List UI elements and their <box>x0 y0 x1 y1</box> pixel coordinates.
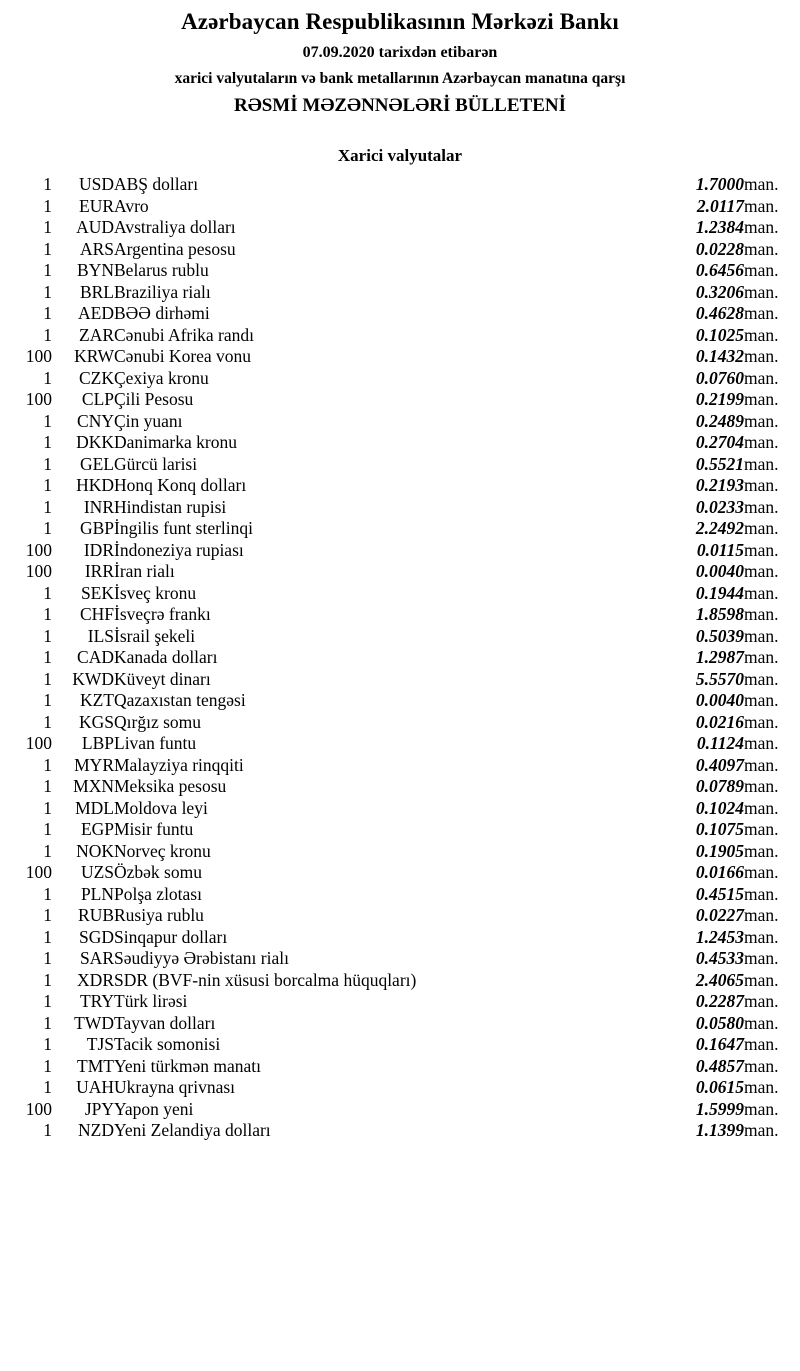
currency-unit-label: man. <box>744 496 779 517</box>
currency-name: Norveç kronu <box>114 840 211 861</box>
table-row <box>0 927 800 949</box>
currency-code: IRR <box>84 561 114 582</box>
currency-name: Yapon yeni <box>114 1098 194 1119</box>
currency-unit-label: man. <box>744 367 779 388</box>
currency-unit-label: man. <box>744 453 779 474</box>
currency-rate: 0.0227 <box>695 905 744 926</box>
currency-code: CAD <box>77 647 114 668</box>
currency-code: CNY <box>77 410 114 431</box>
currency-rate: 0.6456 <box>695 260 744 281</box>
currency-unit-label: man. <box>744 819 779 840</box>
currency-code: LBP <box>81 733 114 754</box>
currency-code: XDR <box>77 969 114 990</box>
currency-amount: 1 <box>43 238 52 259</box>
table-row <box>0 454 800 476</box>
currency-unit-label: man. <box>744 754 779 775</box>
currency-amount: 1 <box>43 883 52 904</box>
currency-unit-label: man. <box>744 625 779 646</box>
currency-rate: 0.1432 <box>695 346 744 367</box>
currency-name: Ukrayna qrivnası <box>114 1077 236 1098</box>
currency-unit-label: man. <box>744 926 779 947</box>
currency-rate: 0.0216 <box>695 711 744 732</box>
currency-amount: 1 <box>43 174 52 195</box>
currency-rate: 1.2453 <box>695 926 744 947</box>
table-row <box>0 905 800 927</box>
currency-name: Küveyt dinarı <box>114 668 211 689</box>
table-row <box>0 1013 800 1035</box>
currency-code: MYR <box>74 754 114 775</box>
currency-unit-label: man. <box>744 797 779 818</box>
currency-unit-label: man. <box>744 389 779 410</box>
currency-rate: 0.5521 <box>695 453 744 474</box>
currency-amount: 1 <box>43 260 52 281</box>
currency-code: TRY <box>79 991 114 1012</box>
currency-code: RUB <box>78 905 114 926</box>
table-row <box>0 755 800 777</box>
currency-unit-label: man. <box>744 410 779 431</box>
currency-amount: 1 <box>43 1034 52 1055</box>
currency-name: Türk lirəsi <box>114 991 188 1012</box>
table-row <box>0 819 800 841</box>
currency-code: USD <box>78 174 114 195</box>
currency-name: Belarus rublu <box>114 260 209 281</box>
currency-name: SDR (BVF-nin xüsusi borcalma hüquqları) <box>114 969 417 990</box>
currency-rate: 0.0760 <box>695 367 744 388</box>
currency-name: Kanada dolları <box>114 647 218 668</box>
currency-amount: 1 <box>43 754 52 775</box>
currency-rate: 0.0580 <box>695 1012 744 1033</box>
table-row <box>0 712 800 734</box>
currency-rate: 0.4097 <box>695 754 744 775</box>
table-row <box>0 239 800 261</box>
table-row <box>0 325 800 347</box>
table-row <box>0 841 800 863</box>
currency-unit-label: man. <box>744 647 779 668</box>
currency-amount: 1 <box>43 1012 52 1033</box>
currency-name: Səudiyyə Ərəbistanı rialı <box>114 948 289 969</box>
table-row <box>0 497 800 519</box>
currency-code: AED <box>78 303 114 324</box>
table-row <box>0 776 800 798</box>
currency-amount: 1 <box>43 496 52 517</box>
currency-name: Polşa zlotası <box>114 883 202 904</box>
currency-rate: 1.2384 <box>695 217 744 238</box>
currency-name: Çin yuanı <box>114 410 183 431</box>
table-row <box>0 1120 800 1142</box>
currency-rate: 1.5999 <box>695 1098 744 1119</box>
currency-amount: 1 <box>43 668 52 689</box>
effective-date-line: 07.09.2020 tarixdən etibarən <box>302 43 498 61</box>
currency-amount: 1 <box>43 453 52 474</box>
currency-rate: 0.4515 <box>695 883 744 904</box>
table-row <box>0 669 800 691</box>
currency-name: BƏƏ dirhəmi <box>114 303 210 324</box>
currency-amount: 1 <box>43 776 52 797</box>
currency-rate: 0.2199 <box>695 389 744 410</box>
currency-amount: 100 <box>25 539 52 560</box>
table-row <box>0 260 800 282</box>
currency-code: UZS <box>80 862 114 883</box>
currency-unit-label: man. <box>744 1098 779 1119</box>
table-row <box>0 884 800 906</box>
currency-name: Özbək somu <box>114 862 202 883</box>
currency-code: EGP <box>80 819 114 840</box>
currency-rate: 1.1399 <box>695 1120 744 1141</box>
currency-amount: 1 <box>43 948 52 969</box>
currency-unit-label: man. <box>744 1077 779 1098</box>
currency-rate: 0.0115 <box>696 539 744 560</box>
currency-name: Braziliya rialı <box>114 281 211 302</box>
currency-rate: 0.4857 <box>695 1055 744 1076</box>
currency-unit-label: man. <box>744 991 779 1012</box>
table-row <box>0 432 800 454</box>
currency-code: CZK <box>79 367 114 388</box>
currency-amount: 1 <box>43 281 52 302</box>
table-row <box>0 1034 800 1056</box>
currency-unit-label: man. <box>744 733 779 754</box>
currency-unit-label: man. <box>744 1055 779 1076</box>
currency-amount: 100 <box>25 862 52 883</box>
currency-code: UAH <box>76 1077 114 1098</box>
currency-amount: 1 <box>43 1120 52 1141</box>
currency-amount: 100 <box>25 1098 52 1119</box>
currency-unit-label: man. <box>744 324 779 345</box>
currency-name: Meksika pesosu <box>114 776 227 797</box>
currency-code: SGD <box>78 926 114 947</box>
currency-amount: 1 <box>43 711 52 732</box>
currency-code: BYN <box>77 260 114 281</box>
currency-code: TMT <box>77 1055 114 1076</box>
currency-code: GEL <box>79 453 114 474</box>
currency-rate: 0.2704 <box>695 432 744 453</box>
currency-code: DKK <box>76 432 114 453</box>
currency-unit-label: man. <box>744 582 779 603</box>
currency-name: Yeni türkmən manatı <box>114 1055 261 1076</box>
currency-unit-label: man. <box>744 1012 779 1033</box>
currency-name: İngilis funt sterlinqi <box>114 518 254 539</box>
currency-unit-label: man. <box>744 174 779 195</box>
table-row <box>0 604 800 626</box>
currency-code: AUD <box>76 217 114 238</box>
currency-rate: 2.2492 <box>695 518 744 539</box>
currency-amount: 100 <box>25 389 52 410</box>
currency-rate: 0.0233 <box>695 496 744 517</box>
currency-unit-label: man. <box>744 969 779 990</box>
currency-name: Hindistan rupisi <box>114 496 227 517</box>
currency-amount: 1 <box>43 324 52 345</box>
currency-code: GBP <box>79 518 114 539</box>
table-row <box>0 970 800 992</box>
currency-amount: 1 <box>43 582 52 603</box>
currency-rate: 2.4065 <box>695 969 744 990</box>
section-title-foreign-currencies: Xarici valyutalar <box>337 146 463 166</box>
currency-name: Yeni Zelandiya dolları <box>114 1120 271 1141</box>
currency-rate: 0.2489 <box>695 410 744 431</box>
currency-code: CLP <box>81 389 114 410</box>
currency-name: Gürcü larisi <box>114 453 198 474</box>
currency-rate: 0.2193 <box>695 475 744 496</box>
currency-rate: 0.0040 <box>695 561 744 582</box>
currency-name: Tacik somonisi <box>114 1034 221 1055</box>
currency-name: Sinqapur dolları <box>114 926 228 947</box>
currency-unit-label: man. <box>744 668 779 689</box>
table-row <box>0 798 800 820</box>
currency-unit-label: man. <box>744 432 779 453</box>
currency-name: Malayziya rinqqiti <box>114 754 244 775</box>
currency-unit-label: man. <box>744 238 779 259</box>
currency-name: Çexiya kronu <box>114 367 209 388</box>
table-row <box>0 862 800 884</box>
currency-name: Cənubi Korea vonu <box>114 346 252 367</box>
currency-amount: 100 <box>25 346 52 367</box>
document-subtitle: xarici valyutaların və bank metallarının Azərbaycan manatına qarşı <box>174 69 626 87</box>
currency-rate: 0.3206 <box>695 281 744 302</box>
currency-amount: 1 <box>43 690 52 711</box>
currency-code: ARS <box>79 238 114 259</box>
currency-rate: 0.5039 <box>695 625 744 646</box>
table-row <box>0 561 800 583</box>
table-row <box>0 518 800 540</box>
table-row <box>0 948 800 970</box>
currency-amount: 1 <box>43 926 52 947</box>
exchange-rates-table <box>0 174 800 1142</box>
currency-rate: 0.4533 <box>695 948 744 969</box>
currency-unit-label: man. <box>744 1120 779 1141</box>
currency-code: MDL <box>75 797 114 818</box>
currency-name: Avstraliya dolları <box>114 217 236 238</box>
currency-amount: 1 <box>43 840 52 861</box>
currency-code: ILS <box>87 625 114 646</box>
currency-amount: 1 <box>43 217 52 238</box>
currency-code: NOK <box>76 840 114 861</box>
currency-rate: 0.0789 <box>695 776 744 797</box>
currency-amount: 1 <box>43 432 52 453</box>
table-row <box>0 991 800 1013</box>
document-header <box>0 0 800 118</box>
currency-amount: 1 <box>43 905 52 926</box>
currency-name: İsrail şekeli <box>114 625 196 646</box>
table-row <box>0 540 800 562</box>
currency-name: Tayvan dolları <box>114 1012 216 1033</box>
currency-amount: 100 <box>25 733 52 754</box>
currency-rate: 0.2287 <box>695 991 744 1012</box>
currency-rate: 2.0117 <box>696 195 744 216</box>
currency-code: SEK <box>80 582 114 603</box>
currency-rate: 0.1024 <box>695 797 744 818</box>
currency-code: BRL <box>79 281 114 302</box>
currency-code: CHF <box>79 604 114 625</box>
currency-unit-label: man. <box>744 776 779 797</box>
currency-unit-label: man. <box>744 883 779 904</box>
currency-name: Misir funtu <box>114 819 194 840</box>
currency-name: ABŞ dolları <box>114 174 199 195</box>
currency-unit-label: man. <box>744 711 779 732</box>
currency-rate: 0.1944 <box>695 582 744 603</box>
currency-rate: 0.0040 <box>695 690 744 711</box>
currency-unit-label: man. <box>744 281 779 302</box>
currency-code: PLN <box>80 883 114 904</box>
currency-rate: 0.0166 <box>695 862 744 883</box>
currency-amount: 1 <box>43 625 52 646</box>
table-row <box>0 196 800 218</box>
currency-code: TWD <box>74 1012 114 1033</box>
table-row <box>0 282 800 304</box>
currency-rate: 5.5570 <box>695 668 744 689</box>
currency-name: Honq Konq dolları <box>114 475 247 496</box>
table-row <box>0 1077 800 1099</box>
currency-name: Danimarka kronu <box>114 432 237 453</box>
currency-name: İsveçrə frankı <box>114 604 211 625</box>
currency-unit-label: man. <box>744 195 779 216</box>
currency-name: Argentina pesosu <box>114 238 236 259</box>
currency-code: KRW <box>74 346 114 367</box>
currency-name: İsveç kronu <box>114 582 197 603</box>
currency-unit-label: man. <box>744 604 779 625</box>
currency-code: INR <box>83 496 114 517</box>
table-row <box>0 475 800 497</box>
currency-code: JPY <box>84 1098 114 1119</box>
currency-amount: 1 <box>43 410 52 431</box>
currency-rate: 0.1025 <box>695 324 744 345</box>
currency-amount: 1 <box>43 475 52 496</box>
table-row <box>0 303 800 325</box>
currency-code: SAR <box>79 948 114 969</box>
currency-amount: 1 <box>43 819 52 840</box>
currency-code: KGS <box>78 711 114 732</box>
currency-code: TJS <box>86 1034 114 1055</box>
table-row <box>0 1056 800 1078</box>
currency-name: Avro <box>114 195 149 216</box>
currency-rate: 0.1905 <box>695 840 744 861</box>
currency-amount: 1 <box>43 991 52 1012</box>
currency-unit-label: man. <box>744 905 779 926</box>
currency-amount: 1 <box>43 1055 52 1076</box>
currency-unit-label: man. <box>744 862 779 883</box>
currency-name: Cənubi Afrika randı <box>114 324 254 345</box>
currency-unit-label: man. <box>744 1034 779 1055</box>
currency-unit-label: man. <box>744 303 779 324</box>
currency-amount: 1 <box>43 797 52 818</box>
currency-amount: 1 <box>43 1077 52 1098</box>
table-row <box>0 1099 800 1121</box>
currency-amount: 100 <box>25 561 52 582</box>
currency-name: Çili Pesosu <box>114 389 194 410</box>
table-row <box>0 389 800 411</box>
currency-code: IDR <box>83 539 114 560</box>
currency-code: KZT <box>79 690 114 711</box>
currency-rate: 1.2987 <box>695 647 744 668</box>
table-row <box>0 346 800 368</box>
currency-code: ZAR <box>79 324 114 345</box>
currency-amount: 1 <box>43 195 52 216</box>
currency-unit-label: man. <box>744 475 779 496</box>
bulletin-title: RƏSMİ MƏZƏNNƏLƏRİ BÜLLETENİ <box>233 94 566 116</box>
currency-amount: 1 <box>43 969 52 990</box>
currency-unit-label: man. <box>744 518 779 539</box>
currency-rate: 0.4628 <box>695 303 744 324</box>
currency-name: Rusiya rublu <box>114 905 204 926</box>
table-row <box>0 583 800 605</box>
currency-amount: 1 <box>43 367 52 388</box>
currency-code: HKD <box>76 475 114 496</box>
table-row <box>0 411 800 433</box>
currency-unit-label: man. <box>744 561 779 582</box>
table-row <box>0 647 800 669</box>
currency-unit-label: man. <box>744 539 779 560</box>
table-row <box>0 174 800 196</box>
currency-amount: 1 <box>43 604 52 625</box>
currency-rate: 1.8598 <box>695 604 744 625</box>
table-row <box>0 626 800 648</box>
currency-amount: 1 <box>43 647 52 668</box>
currency-unit-label: man. <box>744 346 779 367</box>
currency-code: EUR <box>79 195 114 216</box>
currency-code: NZD <box>78 1120 114 1141</box>
currency-name: Qırğız somu <box>114 711 202 732</box>
currency-rate: 1.7000 <box>695 174 744 195</box>
bank-title: Azərbaycan Respublikasının Mərkəzi Bankı <box>181 9 619 34</box>
currency-rate: 0.1647 <box>695 1034 744 1055</box>
table-row <box>0 217 800 239</box>
currency-amount: 1 <box>43 303 52 324</box>
currency-name: Moldova leyi <box>114 797 208 818</box>
currency-name: Livan funtu <box>114 733 197 754</box>
currency-rate: 0.0228 <box>695 238 744 259</box>
currency-name: İran rialı <box>114 561 175 582</box>
currency-unit-label: man. <box>744 948 779 969</box>
currency-rate: 0.1124 <box>696 733 744 754</box>
currency-unit-label: man. <box>744 840 779 861</box>
currency-name: Qazaxıstan tengəsi <box>114 690 246 711</box>
currency-rate: 0.0615 <box>695 1077 744 1098</box>
currency-unit-label: man. <box>744 690 779 711</box>
currency-unit-label: man. <box>744 260 779 281</box>
currency-code: KWD <box>72 668 114 689</box>
currency-unit-label: man. <box>744 217 779 238</box>
table-row <box>0 368 800 390</box>
currency-rate: 0.1075 <box>695 819 744 840</box>
currency-amount: 1 <box>43 518 52 539</box>
table-row <box>0 733 800 755</box>
currency-name: İndoneziya rupiası <box>114 539 244 560</box>
currency-code: MXN <box>73 776 114 797</box>
table-row <box>0 690 800 712</box>
